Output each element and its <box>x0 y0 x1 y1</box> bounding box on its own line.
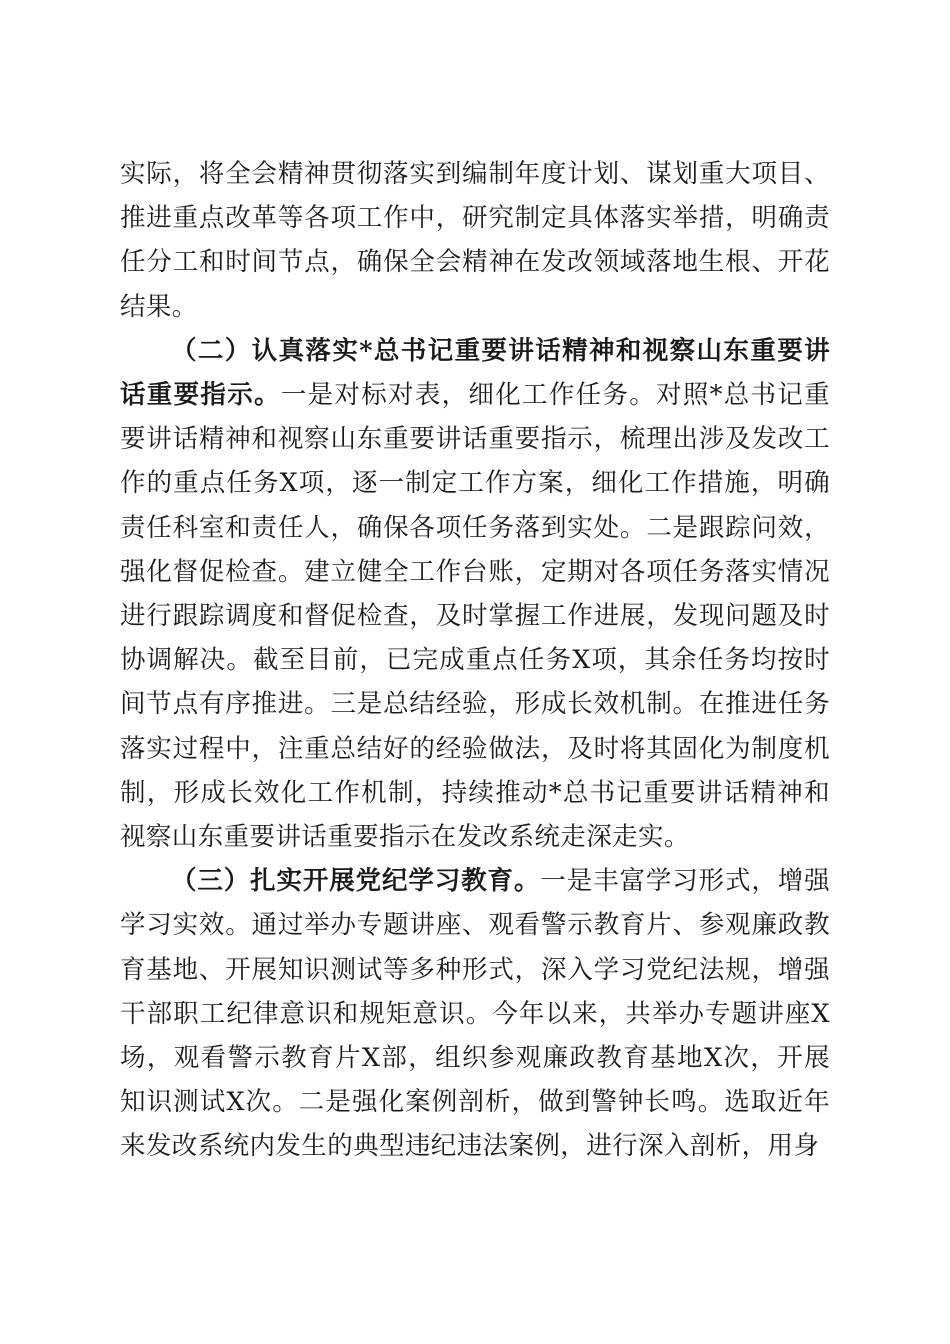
document-body <box>120 152 830 1169</box>
paragraph-text: 一是丰富学习形式，增强学习实效。通过举办专题讲座、观看警示教育片、参观廉政教育基地、开展知识测试等多种形式，深入学习党纪法规，增强干部职工纪律意识和规矩意识。今年以来，共举办专题讲座X场，观看警示教育片X部，组织参观廉政教育基地X次，开展知识测试X次。二是强化案例剖析，做到警钟长鸣。选取近年来发改系统内发生的典型违纪违法案例，进行深入剖析，用身 <box>120 866 830 1162</box>
paragraph-continuation <box>120 152 830 329</box>
paragraph-section-two <box>120 329 830 859</box>
section-heading-two: （二）认真落实*总书记重要讲话精神和视察山东重要讲话重要指示。 <box>120 335 830 411</box>
paragraph-text: 一是对标对表，细化工作任务。对照*总书记重要讲话精神和视察山东重要讲话重要指示，梳理出涉及发改工作的重点任务X项，逐一制定工作方案，细化工作措施，明确责任科室和责任人，确保各项任务落到实处。二是跟踪问效，强化督促检查。建立健全工作台账，定期对各项任务落实情况进行跟踪调度和督促检查，及时掌握工作进展，发现问题及时协调解决。截至目前，已完成重点任务X项，其余任务均按时间节点有序推进。三是总结经验，形成长效机制。在推进任务落实过程中，注重总结好的经验做法，及时将其固化为制度机制，形成长效化工作机制，持续推动*总书记重要讲话精神和视察山东重要讲话重要指示在发改系统走深走实。 <box>120 380 830 853</box>
paragraph-text: 实际，将全会精神贯彻落实到编制年度计划、谋划重大项目、推进重点改革等各项工作中，研究制定具体落实举措，明确责任分工和时间节点，确保全会精神在发改领域落地生根、开花结果。 <box>120 159 830 322</box>
section-heading-three: （三）扎实开展党纪学习教育。 <box>171 866 541 897</box>
paragraph-section-three <box>120 859 830 1168</box>
